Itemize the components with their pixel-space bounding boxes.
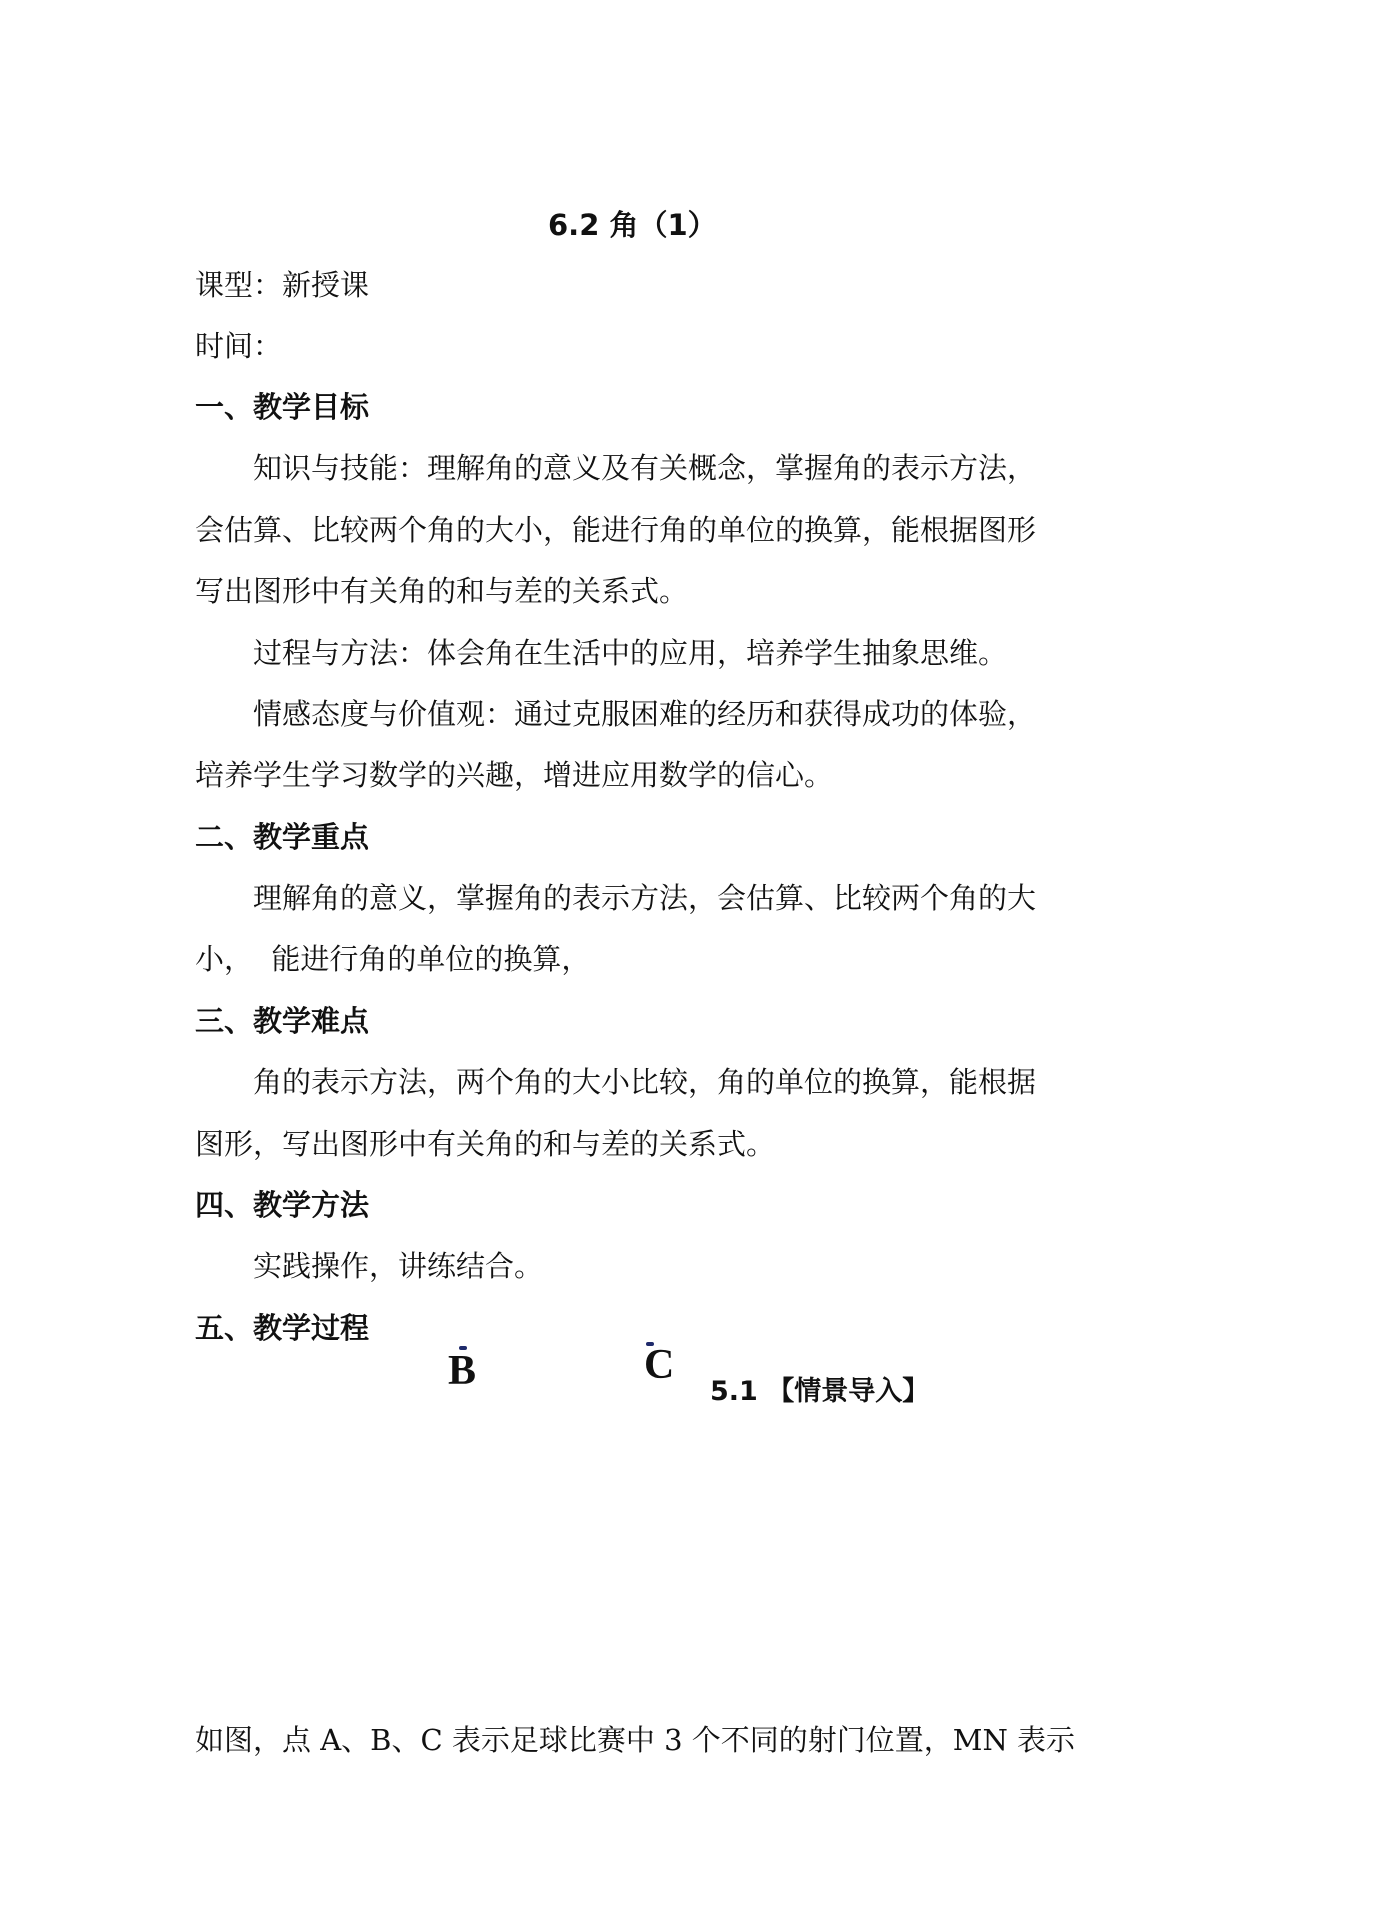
paragraph-line: 情感态度与价值观：通过克服困难的经历和获得成功的体验，	[253, 697, 1037, 731]
paragraph-line: 小， 能进行角的单位的换算，	[195, 942, 591, 976]
paragraph-line: 过程与方法：体会角在生活中的应用，培养学生抽象思维。	[253, 636, 1008, 670]
section-heading-objectives: 一、教学目标	[195, 390, 370, 424]
section-heading-key-points: 二、教学重点	[195, 820, 370, 854]
paragraph-line: 知识与技能：理解角的意义及有关概念，掌握角的表示方法，	[253, 451, 1037, 485]
point-label-b: B	[448, 1348, 477, 1394]
paragraph-line: 会估算、比较两个角的大小，能进行角的单位的换算，能根据图形	[195, 513, 1037, 547]
paragraph-line: 如图，点 A、B、C 表示足球比赛中 3 个不同的射门位置，MN 表示	[195, 1723, 1076, 1757]
paragraph-line: 写出图形中有关角的和与差的关系式。	[195, 574, 689, 608]
paragraph-line: 培养学生学习数学的兴趣，增进应用数学的信心。	[195, 758, 834, 792]
section-heading-process: 五、教学过程	[195, 1311, 370, 1345]
section-heading-methods: 四、教学方法	[195, 1188, 370, 1222]
section-heading-difficulties: 三、教学难点	[195, 1004, 370, 1038]
subsection-heading: 5.1 【情景导入】	[710, 1376, 930, 1407]
document-title: 6.2 角（1）	[548, 208, 717, 242]
paragraph-line: 理解角的意义，掌握角的表示方法，会估算、比较两个角的大	[253, 881, 1037, 915]
point-label-c: C	[644, 1342, 675, 1388]
paragraph-line: 角的表示方法，两个角的大小比较，角的单位的换算，能根据	[253, 1065, 1037, 1099]
lesson-time: 时间：	[195, 329, 283, 363]
lesson-type: 课型：新授课	[195, 268, 370, 302]
paragraph-line: 实践操作，讲练结合。	[253, 1249, 544, 1283]
paragraph-line: 图形，写出图形中有关角的和与差的关系式。	[195, 1127, 776, 1161]
